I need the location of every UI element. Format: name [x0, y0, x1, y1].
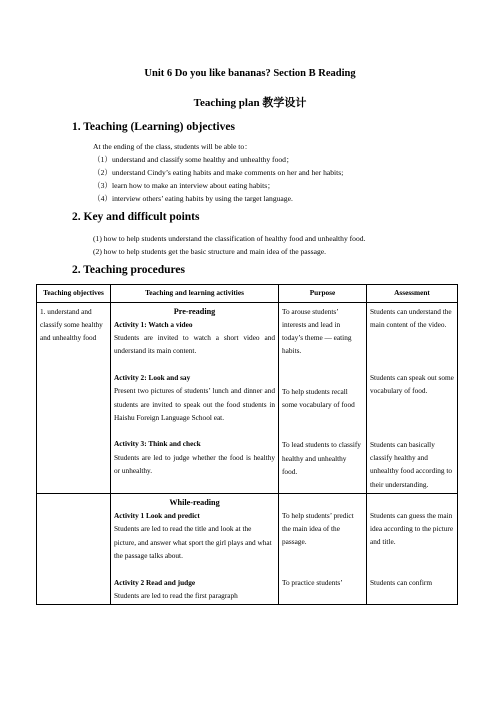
- document-title: Unit 6 Do you like bananas? Section B Reading: [144, 68, 356, 79]
- purpose-text: To help students’ predict the main idea of the passage.: [282, 510, 354, 547]
- assessment-cell: [367, 493, 458, 604]
- key-point-item: (2) how to help students get the basic structure and main idea of the passage.: [93, 247, 327, 256]
- teaching-procedures-table: [36, 284, 458, 605]
- assessment-text: Students can confirm: [370, 577, 433, 587]
- table-row: [37, 302, 458, 493]
- objective-cell: 1. understand and classify some healthy and unhealthy food: [37, 302, 111, 493]
- assessment-text: Students can speak out some vocabulary of food.: [370, 373, 454, 396]
- activity-text: Students are invited to watch a short video and understand its main content.: [114, 333, 275, 356]
- activities-cell: [111, 302, 279, 493]
- key-point-item: (1) how to help students understand the classification of healthy food and unhealthy food.: [93, 234, 366, 243]
- activity-title: Activity 1: Watch a video: [114, 319, 193, 329]
- assessment-text: Students can understand the main content of the video.: [370, 306, 452, 329]
- stage-label: While-reading: [169, 497, 220, 507]
- assessment-text: Students can basically classify healthy and unhealthy food according to their understanding.: [370, 439, 453, 489]
- activity-title: Activity 2 Read and judge: [114, 577, 196, 587]
- activity-title: Activity 3: Think and check: [114, 439, 201, 449]
- header-activities: Teaching and learning activities: [111, 285, 279, 303]
- assessment-cell: [367, 302, 458, 493]
- header-purpose: Purpose: [279, 285, 367, 303]
- activity-text: Present two pictures of students’ lunch and dinner and students are invited to speak out the food students in Haishu Foreign Language School eat.: [114, 386, 275, 422]
- section-heading-objectives: 1. Teaching (Learning) objectives: [72, 121, 235, 133]
- activity-text: Students are led to read the first paragraph: [114, 590, 238, 600]
- objective-item: （4）interview others’ eating habits by using the target language.: [93, 194, 293, 203]
- section-heading-key-points: 2. Key and difficult points: [72, 211, 200, 223]
- purpose-text: To lead students to classify healthy and unhealthy food.: [282, 440, 361, 476]
- purpose-text: To practice students’: [282, 577, 343, 587]
- assessment-text: Students can guess the main idea according to the picture and title.: [370, 510, 454, 547]
- objective-item: （3）learn how to make an interview about eating habits；: [93, 181, 275, 190]
- objective-cell: [37, 493, 111, 604]
- stage-label: Pre-reading: [173, 306, 216, 316]
- activity-title: Activity 1 Look and predict: [114, 511, 200, 521]
- activity-text: Students are led to read the title and look at the picture, and answer what sport the girl plays and what the passage talks about.: [114, 524, 272, 561]
- header-objectives: Teaching objectives: [37, 285, 111, 303]
- table-header-row: [37, 285, 458, 303]
- objectives-intro: At the ending of the class, students will be able to：: [93, 142, 252, 151]
- table-row: [37, 493, 458, 604]
- purpose-text: To arouse students’ interests and lead in today’s theme — eating habits.: [282, 306, 352, 356]
- document-subtitle: Teaching plan 教学设计: [193, 97, 307, 109]
- purpose-cell: [279, 302, 367, 493]
- objective-item: （1）understand and classify some healthy and unhealthy food；: [93, 155, 294, 164]
- activity-text: Students are led to judge whether the food is healthy or unhealthy.: [114, 452, 275, 476]
- objective-item: （2）understand Cindy’s eating habits and make comments on her and her habits;: [93, 168, 344, 177]
- section-heading-procedures: 2. Teaching procedures: [72, 264, 185, 276]
- purpose-text: To help students recall some vocabulary of food: [282, 386, 355, 409]
- header-assessment: Assessment: [367, 285, 458, 303]
- activity-title: Activity 2: Look and say: [114, 372, 191, 382]
- activities-cell: [111, 493, 279, 604]
- purpose-cell: [279, 493, 367, 604]
